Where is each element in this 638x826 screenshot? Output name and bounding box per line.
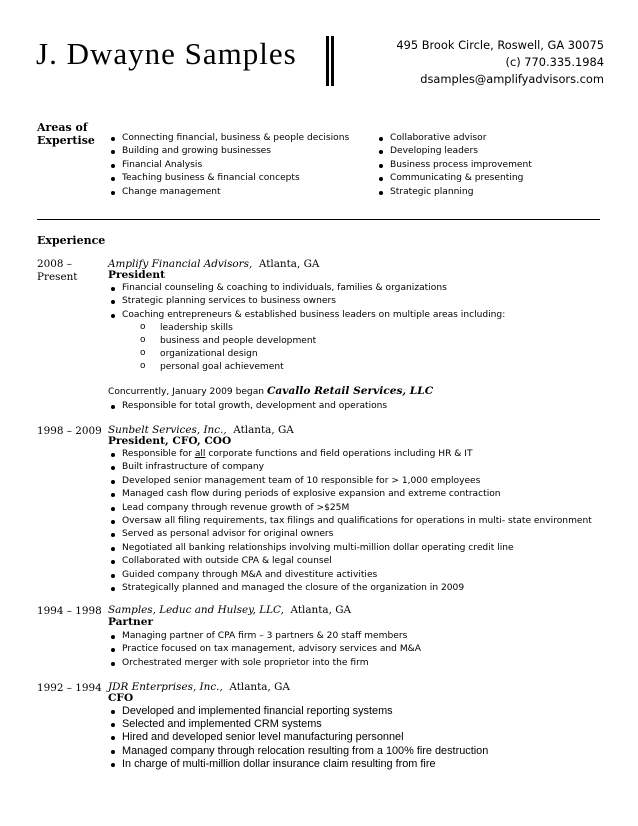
list-item: Developed and implemented financial reporting systems (108, 705, 488, 718)
expertise-heading: Areas of Expertise (37, 121, 95, 147)
job-title: CFO (108, 692, 134, 704)
list-item: Communicating & presenting (376, 172, 532, 185)
job-bullets (108, 282, 505, 322)
job-bullets (108, 705, 488, 771)
list-item: Served as personal advisor for original owners (108, 528, 592, 541)
list-item: Business process improvement (376, 159, 532, 172)
list-item: Practice focused on tax management, advisory services and M&A (108, 643, 421, 656)
list-item: Connecting financial, business & people decisions (108, 132, 349, 145)
resume-name: J. Dwayne Samples (36, 36, 297, 71)
job-title: President (108, 269, 166, 281)
list-item: Building and growing businesses (108, 145, 349, 158)
list-item: Financial counseling & coaching to individuals, families & organizations (108, 282, 505, 295)
list-item: Built infrastructure of company (108, 461, 592, 474)
list-item: Managed company through relocation resulting from a 100% fire destruction (108, 745, 488, 758)
job-title: President, CFO, COO (108, 435, 232, 447)
list-item: Guided company through M&A and divestiture activities (108, 569, 592, 582)
job-company: Samples, Leduc and Hulsey, LLC, Atlanta, GA (108, 604, 352, 616)
list-item: Oversaw all filing requirements, tax filings and qualifications for operations in multi- state environment (108, 515, 592, 528)
list-item: Hired and developed senior level manufacturing personnel (108, 731, 488, 744)
job-bullets (108, 448, 592, 595)
list-item: Responsible for total growth, development and operations (108, 400, 387, 413)
list-item: Collaborative advisor (376, 132, 532, 145)
email: dsamples@amplifyadvisors.com (420, 72, 604, 86)
list-item: Strategically planned and managed the closure of the organization in 2009 (108, 582, 592, 595)
list-item: o personal goal achievement (140, 361, 316, 374)
list-item: Orchestrated merger with sole proprietor into the firm (108, 657, 421, 670)
list-item: Managing partner of CPA firm – 3 partners & 20 staff members (108, 630, 421, 643)
job-company: JDR Enterprises, Inc., Atlanta, GA (108, 681, 290, 693)
job-sub-bullets (140, 322, 316, 374)
list-item: Responsible for all corporate functions and field operations including HR & IT (108, 448, 592, 461)
section-divider (37, 219, 600, 220)
concurrent-role: Concurrently, January 2009 began Cavallo Retail Services, LLC (108, 385, 434, 397)
list-item: Strategic planning services to business owners (108, 295, 505, 308)
list-item: Managed cash flow during periods of explosive expansion and extreme contraction (108, 488, 592, 501)
list-item: o business and people development (140, 335, 316, 348)
list-item: Change management (108, 186, 349, 199)
list-item: Teaching business & financial concepts (108, 172, 349, 185)
list-item: Developing leaders (376, 145, 532, 158)
list-item: o organizational design (140, 348, 316, 361)
job-date: 1994 – 1998 (37, 605, 102, 617)
concurrent-bullets (108, 400, 387, 413)
job-bullets (108, 630, 421, 670)
job-date: 1998 – 2009 (37, 425, 102, 437)
list-item: Negotiated all banking relationships involving multi-million dollar operating credit line (108, 542, 592, 555)
list-item: In charge of multi-million dollar insurance claim resulting from fire (108, 758, 488, 771)
contact-block (396, 37, 604, 88)
job-date: 1992 – 1994 (37, 682, 102, 694)
phone: (c) 770.335.1984 (505, 55, 604, 69)
expertise-list-right (376, 132, 532, 199)
list-item: Strategic planning (376, 186, 532, 199)
list-item: Lead company through revenue growth of >$25M (108, 502, 592, 515)
list-item: o leadership skills (140, 322, 316, 335)
job-company: Amplify Financial Advisors, Atlanta, GA (108, 258, 320, 270)
list-item: Developed senior management team of 10 responsible for > 1,000 employees (108, 475, 592, 488)
job-date: 2008 – Present (37, 258, 78, 283)
list-item: Collaborated with outside CPA & legal counsel (108, 555, 592, 568)
list-item: Financial Analysis (108, 159, 349, 172)
experience-heading: Experience (37, 234, 106, 247)
list-item: Selected and implemented CRM systems (108, 718, 488, 731)
list-item: Coaching entrepreneurs & established business leaders on multiple areas including: (108, 309, 505, 322)
job-company: Sunbelt Services, Inc., Atlanta, GA (108, 424, 294, 436)
divider-bars (326, 36, 333, 86)
job-title: Partner (108, 616, 154, 628)
address: 495 Brook Circle, Roswell, GA 30075 (396, 38, 604, 52)
expertise-list-left (108, 132, 349, 199)
